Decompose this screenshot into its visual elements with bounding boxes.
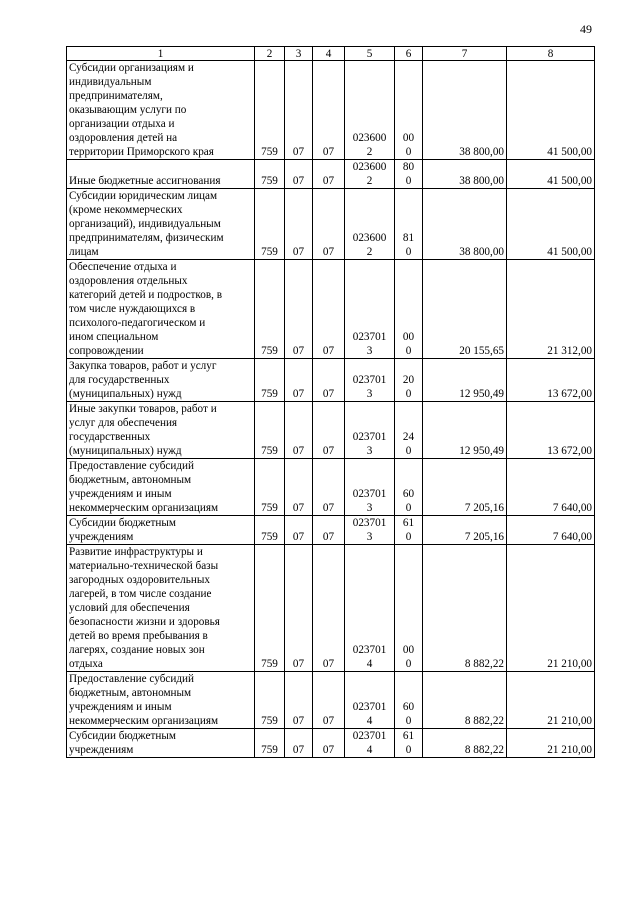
row-ved-cell: 759 (255, 189, 285, 260)
row-vr-cell: 80 0 (395, 160, 423, 189)
header-cell-csr: 5 (345, 47, 395, 61)
row-vr-cell: 20 0 (395, 359, 423, 402)
table-header-row (67, 47, 595, 61)
row-name-cell: Иные бюджетные ассигнования (67, 160, 255, 189)
table-row (67, 672, 595, 729)
table-row (67, 545, 595, 672)
row-podrazdel-cell: 07 (313, 160, 345, 189)
row-csr-cell: 023600 2 (345, 160, 395, 189)
row-podrazdel-cell: 07 (313, 359, 345, 402)
table-row (67, 516, 595, 545)
row-name-cell: Предоставление субсидий бюджетным, автономным учреждениям и иным некоммерческим организациям (67, 672, 255, 729)
header-cell-name: 1 (67, 47, 255, 61)
row-sum-year1-cell: 7 205,16 (423, 459, 507, 516)
row-ved-cell: 759 (255, 359, 285, 402)
header-cell-sum-year2: 8 (507, 47, 595, 61)
row-sum-year1-cell: 38 800,00 (423, 160, 507, 189)
row-sum-year2-cell: 41 500,00 (507, 160, 595, 189)
row-ved-cell: 759 (255, 459, 285, 516)
row-vr-cell: 60 0 (395, 672, 423, 729)
row-csr-cell: 023701 3 (345, 359, 395, 402)
row-sum-year1-cell: 8 882,22 (423, 729, 507, 758)
row-sum-year1-cell: 8 882,22 (423, 545, 507, 672)
row-csr-cell: 023600 2 (345, 189, 395, 260)
row-name-cell: Субсидии организациям и индивидуальным предпринимателям, оказывающим услуги по организации отдыха и оздоровления детей на территории Приморского края (67, 61, 255, 160)
table-row (67, 729, 595, 758)
row-razdel-cell: 07 (285, 729, 313, 758)
header-cell-vr: 6 (395, 47, 423, 61)
row-sum-year1-cell: 12 950,49 (423, 402, 507, 459)
row-csr-cell: 023701 3 (345, 260, 395, 359)
row-razdel-cell: 07 (285, 672, 313, 729)
row-ved-cell: 759 (255, 160, 285, 189)
row-razdel-cell: 07 (285, 359, 313, 402)
row-ved-cell: 759 (255, 516, 285, 545)
row-razdel-cell: 07 (285, 61, 313, 160)
row-sum-year2-cell: 21 210,00 (507, 729, 595, 758)
row-name-cell: Субсидии юридическим лицам (кроме некоммерческих организаций), индивидуальным предпринимателям, физическим лицам (67, 189, 255, 260)
row-sum-year2-cell: 41 500,00 (507, 189, 595, 260)
row-vr-cell: 00 0 (395, 260, 423, 359)
row-name-cell: Предоставление субсидий бюджетным, автономным учреждениям и иным некоммерческим организациям (67, 459, 255, 516)
row-sum-year2-cell: 41 500,00 (507, 61, 595, 160)
table-row (67, 189, 595, 260)
row-name-cell: Обеспечение отдыха и оздоровления отдельных категорий детей и подростков, в том числе нуждающихся в психолого-педагогическом и ином специальном сопровождении (67, 260, 255, 359)
row-ved-cell: 759 (255, 402, 285, 459)
header-cell-sum-year1: 7 (423, 47, 507, 61)
header-cell-ved: 2 (255, 47, 285, 61)
row-vr-cell: 61 0 (395, 516, 423, 545)
budget-table (66, 46, 595, 758)
row-sum-year2-cell: 21 312,00 (507, 260, 595, 359)
row-ved-cell: 759 (255, 260, 285, 359)
row-name-cell: Субсидии бюджетным учреждениям (67, 729, 255, 758)
header-cell-razdel: 3 (285, 47, 313, 61)
row-ved-cell: 759 (255, 61, 285, 160)
row-vr-cell: 81 0 (395, 189, 423, 260)
row-razdel-cell: 07 (285, 260, 313, 359)
row-sum-year2-cell: 13 672,00 (507, 359, 595, 402)
row-podrazdel-cell: 07 (313, 402, 345, 459)
row-sum-year2-cell: 21 210,00 (507, 545, 595, 672)
table-row (67, 402, 595, 459)
table-row (67, 459, 595, 516)
row-sum-year1-cell: 20 155,65 (423, 260, 507, 359)
table-row (67, 260, 595, 359)
row-name-cell: Развитие инфраструктуры и материально-технической базы загородных оздоровительных лагерей, в том числе создание условий для обеспечения безопасности жизни и здоровья детей во время пребывания в лагерях, создание новых зон отдыха (67, 545, 255, 672)
row-podrazdel-cell: 07 (313, 260, 345, 359)
row-csr-cell: 023701 3 (345, 402, 395, 459)
row-podrazdel-cell: 07 (313, 516, 345, 545)
row-sum-year2-cell: 7 640,00 (507, 516, 595, 545)
row-name-cell: Закупка товаров, работ и услуг для государственных (муниципальных) нужд (67, 359, 255, 402)
row-ved-cell: 759 (255, 545, 285, 672)
row-csr-cell: 023701 3 (345, 459, 395, 516)
row-csr-cell: 023701 4 (345, 729, 395, 758)
row-name-cell: Иные закупки товаров, работ и услуг для обеспечения государственных (муниципальных) нужд (67, 402, 255, 459)
row-sum-year2-cell: 13 672,00 (507, 402, 595, 459)
row-ved-cell: 759 (255, 672, 285, 729)
row-razdel-cell: 07 (285, 160, 313, 189)
row-sum-year2-cell: 7 640,00 (507, 459, 595, 516)
row-podrazdel-cell: 07 (313, 672, 345, 729)
row-razdel-cell: 07 (285, 189, 313, 260)
row-vr-cell: 00 0 (395, 61, 423, 160)
table-row (67, 359, 595, 402)
header-cell-podrazdel: 4 (313, 47, 345, 61)
row-vr-cell: 61 0 (395, 729, 423, 758)
row-podrazdel-cell: 07 (313, 459, 345, 516)
row-podrazdel-cell: 07 (313, 545, 345, 672)
row-sum-year1-cell: 38 800,00 (423, 189, 507, 260)
row-podrazdel-cell: 07 (313, 61, 345, 160)
row-razdel-cell: 07 (285, 545, 313, 672)
row-csr-cell: 023701 4 (345, 672, 395, 729)
row-razdel-cell: 07 (285, 516, 313, 545)
row-name-cell: Субсидии бюджетным учреждениям (67, 516, 255, 545)
row-sum-year1-cell: 12 950,49 (423, 359, 507, 402)
row-sum-year1-cell: 8 882,22 (423, 672, 507, 729)
row-sum-year2-cell: 21 210,00 (507, 672, 595, 729)
row-csr-cell: 023701 3 (345, 516, 395, 545)
row-vr-cell: 00 0 (395, 545, 423, 672)
row-csr-cell: 023600 2 (345, 61, 395, 160)
row-sum-year1-cell: 7 205,16 (423, 516, 507, 545)
row-razdel-cell: 07 (285, 402, 313, 459)
row-vr-cell: 60 0 (395, 459, 423, 516)
row-sum-year1-cell: 38 800,00 (423, 61, 507, 160)
page-number: 49 (580, 22, 592, 36)
row-razdel-cell: 07 (285, 459, 313, 516)
row-ved-cell: 759 (255, 729, 285, 758)
row-podrazdel-cell: 07 (313, 729, 345, 758)
row-vr-cell: 24 0 (395, 402, 423, 459)
table-row (67, 61, 595, 160)
row-podrazdel-cell: 07 (313, 189, 345, 260)
table-row (67, 160, 595, 189)
row-csr-cell: 023701 4 (345, 545, 395, 672)
